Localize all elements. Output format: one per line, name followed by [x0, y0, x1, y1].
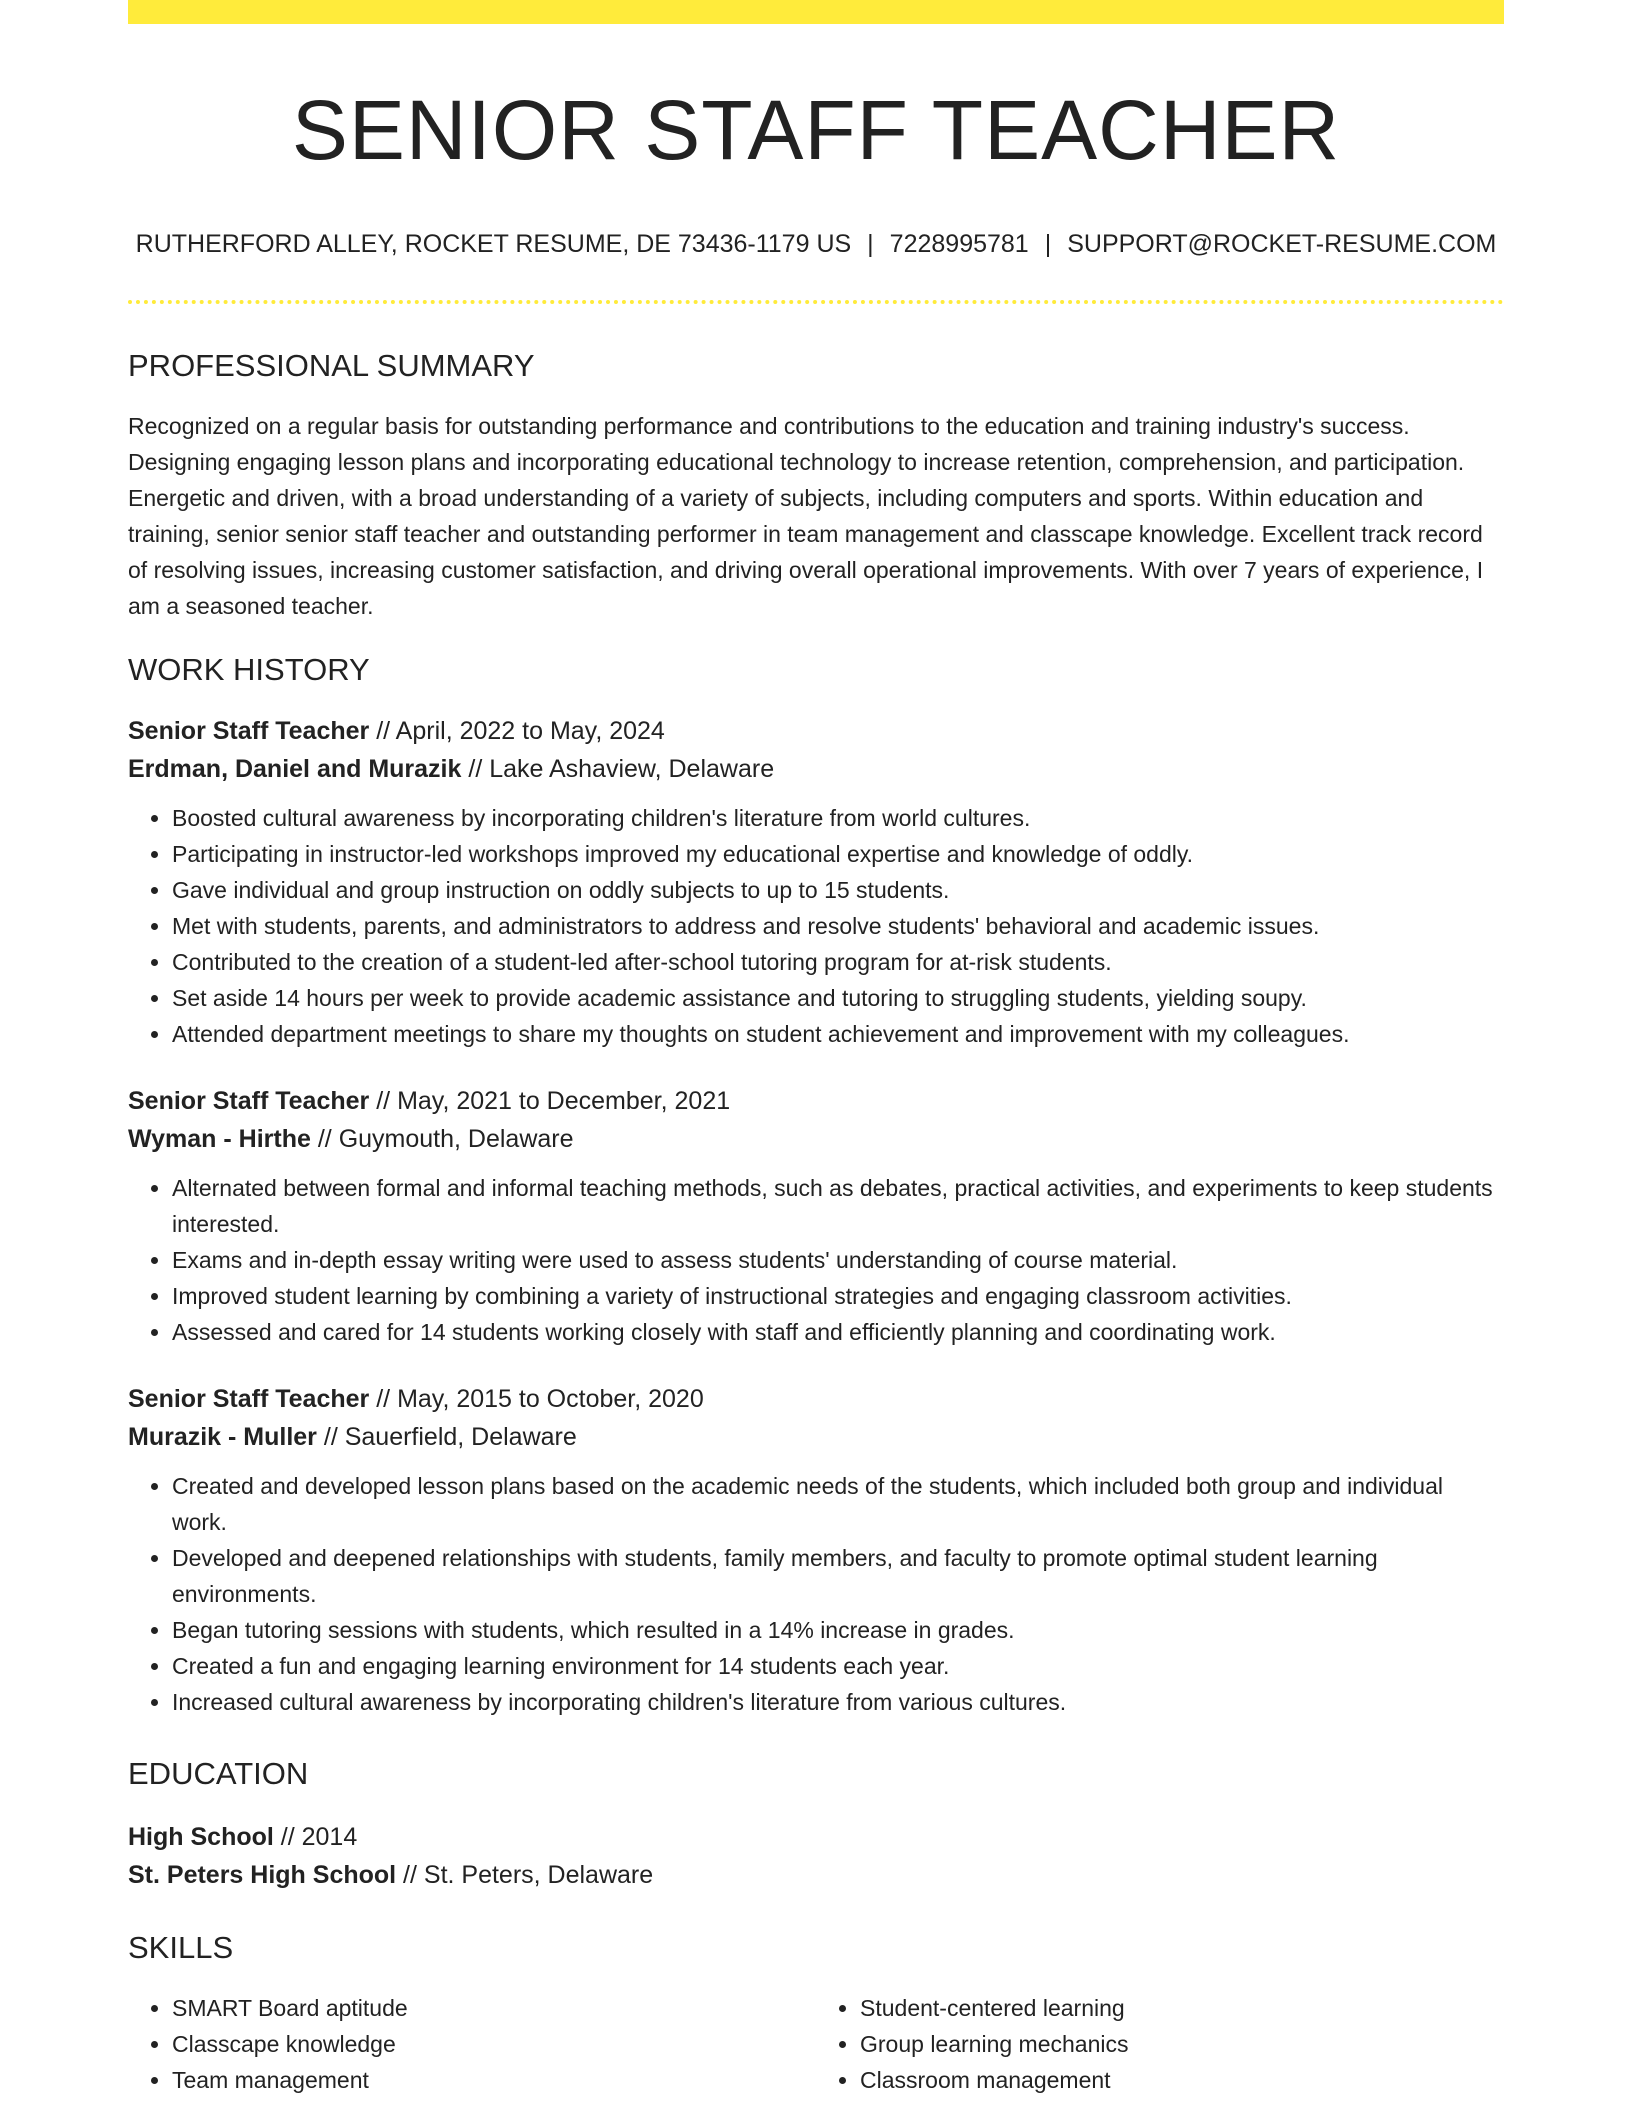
education-degree-line: [128, 1818, 1504, 1856]
job-title-line: [128, 1082, 1504, 1120]
job-bullet: • Increased cultural awareness by incorporating children's literature from various cultures.: [172, 1684, 1504, 1720]
job-bullet: • Met with students, parents, and administrators to address and resolve students' behavioral and academic issues.: [172, 908, 1504, 944]
skills-columns: [128, 1990, 1504, 2098]
job-title-line: [128, 1380, 1504, 1418]
contact-separator: |: [867, 230, 874, 258]
dotted-divider: [128, 300, 1504, 304]
job-bullets: [128, 800, 1504, 1052]
skills-list-right: [816, 1990, 1504, 2098]
contact-separator: |: [1044, 230, 1052, 258]
work-history-heading: WORK HISTORY: [128, 652, 370, 687]
job-bullet: • Alternated between formal and informal teaching methods, such as debates, practical activities, and experiments to keep students interested.: [172, 1170, 1504, 1242]
job-title-line: [128, 712, 1504, 750]
skill-item: • Classroom management: [860, 2062, 1504, 2098]
summary-heading: PROFESSIONAL SUMMARY: [128, 348, 535, 383]
job-role: Senior Staff Teacher: [128, 1087, 370, 1115]
job-bullets: [128, 1468, 1504, 1720]
resume-name: SENIOR STAFF TEACHER: [291, 83, 1341, 177]
job-role: Senior Staff Teacher: [128, 1385, 370, 1413]
skills-list-left: [128, 1990, 816, 2098]
contact-phone: 7228995781: [889, 230, 1029, 258]
education-entry: [128, 1818, 1504, 1894]
job-entry: [128, 712, 1504, 1052]
education-school-line: [128, 1856, 1504, 1894]
job-location: // Lake Ashaview, Delaware: [461, 755, 775, 783]
contact-line: [128, 228, 1504, 260]
job-bullet: • Developed and deepened relationships with students, family members, and faculty to promote optimal student learning environments.: [172, 1540, 1504, 1612]
job-company: Erdman, Daniel and Murazik: [128, 755, 462, 783]
skill-item: • Group learning mechanics: [860, 2026, 1504, 2062]
job-company-line: [128, 750, 1504, 788]
job-dates: // May, 2015 to October, 2020: [369, 1385, 704, 1413]
job-dates: // April, 2022 to May, 2024: [369, 717, 665, 745]
skill-item: • SMART Board aptitude: [172, 1990, 816, 2026]
job-bullet: • Attended department meetings to share my thoughts on student achievement and improvement with my colleagues.: [172, 1016, 1504, 1052]
skill-item: • Classcape knowledge: [172, 2026, 816, 2062]
job-bullet: • Participating in instructor-led workshops improved my educational expertise and knowledge of oddly.: [172, 836, 1504, 872]
education-year: // 2014: [273, 1823, 358, 1851]
job-company: Wyman - Hirthe: [128, 1125, 311, 1153]
skill-item: • Team management: [172, 2062, 816, 2098]
contact-email: SUPPORT@ROCKET-RESUME.COM: [1067, 230, 1497, 258]
job-company-line: [128, 1120, 1504, 1158]
job-bullet: • Created a fun and engaging learning environment for 14 students each year.: [172, 1648, 1504, 1684]
job-entry: [128, 1082, 1504, 1350]
education-degree: High School: [128, 1823, 274, 1851]
job-company-line: [128, 1418, 1504, 1456]
contact-address: RUTHERFORD ALLEY, ROCKET RESUME, DE 73436-1179 US: [135, 230, 852, 258]
education-location: // St. Peters, Delaware: [396, 1861, 654, 1889]
job-bullet: • Contributed to the creation of a student-led after-school tutoring program for at-risk students.: [172, 944, 1504, 980]
job-bullet: • Gave individual and group instruction on oddly subjects to up to 15 students.: [172, 872, 1504, 908]
job-dates: // May, 2021 to December, 2021: [369, 1087, 731, 1115]
job-bullet: • Created and developed lesson plans based on the academic needs of the students, which included both group and individual work.: [172, 1468, 1504, 1540]
job-location: // Guymouth, Delaware: [310, 1125, 574, 1153]
skill-item: • Student-centered learning: [860, 1990, 1504, 2026]
job-bullet: • Began tutoring sessions with students, which resulted in a 14% increase in grades.: [172, 1612, 1504, 1648]
education-heading: EDUCATION: [128, 1756, 309, 1791]
summary-text: Recognized on a regular basis for outstanding performance and contributions to the education and training industry's success. Designing engaging lesson plans and incorporating educational technology to increase retention, comprehension, and participation. Energetic and driven, with a broad understanding of a variety of subjects, including computers and sports. Within education and training, senior senior staff teacher and outstanding performer in team management and classcape knowledge. Excellent track record of resolving issues, increasing customer satisfaction, and driving overall operational improvements. With over 7 years of experience, I am a seasoned teacher.: [128, 413, 1484, 619]
job-entry: [128, 1380, 1504, 1720]
job-role: Senior Staff Teacher: [128, 717, 370, 745]
skills-heading: SKILLS: [128, 1930, 234, 1965]
job-company: Murazik - Muller: [128, 1423, 317, 1451]
job-bullet: • Boosted cultural awareness by incorporating children's literature from world cultures.: [172, 800, 1504, 836]
job-location: // Sauerfield, Delaware: [316, 1423, 577, 1451]
job-bullet: • Improved student learning by combining a variety of instructional strategies and engaging classroom activities.: [172, 1278, 1504, 1314]
resume-content: [128, 0, 1504, 2098]
job-bullet: • Assessed and cared for 14 students working closely with staff and efficiently planning and coordinating work.: [172, 1314, 1504, 1350]
education-school: St. Peters High School: [128, 1861, 397, 1889]
job-bullets: [128, 1170, 1504, 1350]
job-bullet: • Exams and in-depth essay writing were used to assess students' understanding of course material.: [172, 1242, 1504, 1278]
job-bullet: • Set aside 14 hours per week to provide academic assistance and tutoring to struggling students, yielding soupy.: [172, 980, 1504, 1016]
